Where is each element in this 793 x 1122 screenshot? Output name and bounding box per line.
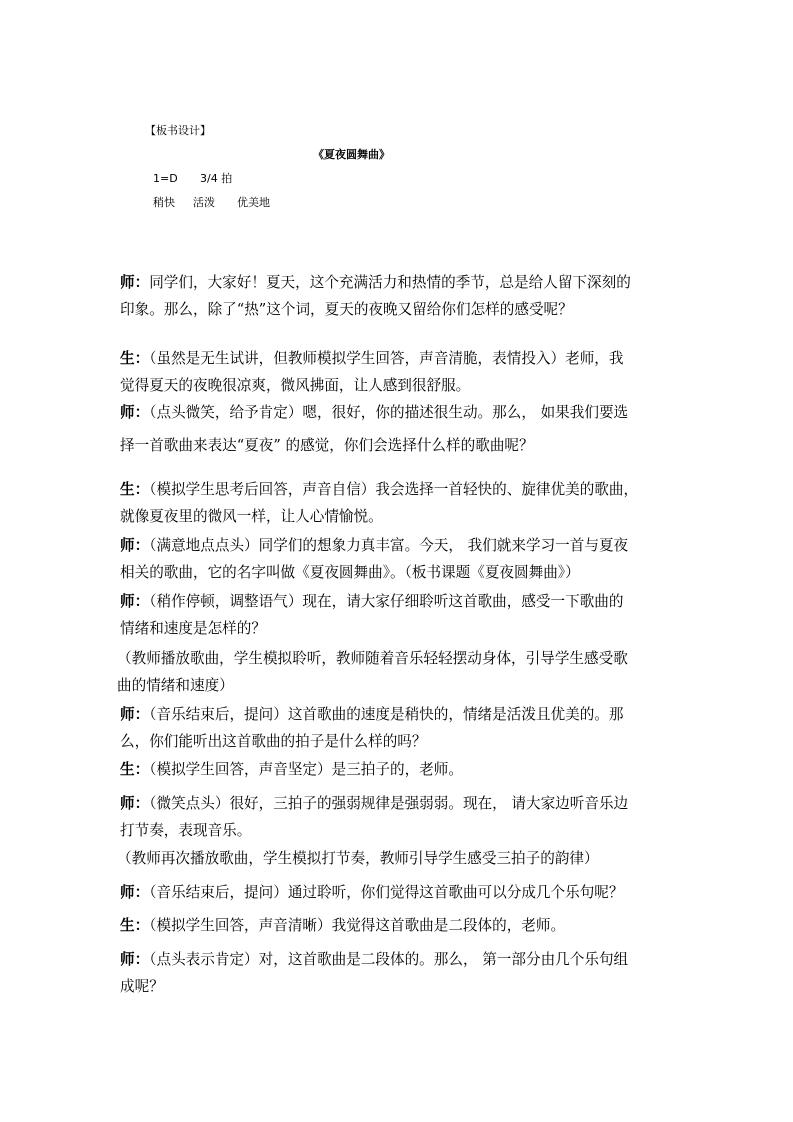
dialogue-paragraph xyxy=(120,790,678,844)
dialogue-paragraph xyxy=(120,345,678,399)
paragraph-line: （微笑点头）很好，三拍子的强弱规律是强弱弱。现在， 请大家边听音乐边 xyxy=(149,795,629,812)
speaker-label: 师： xyxy=(120,274,150,291)
speaker-label: 生： xyxy=(120,350,150,367)
paragraph-line: 就像夏夜里的微风一样，让人心情愉悦。 xyxy=(120,508,383,525)
paragraph-line: 相关的歌曲，它的名字叫做《夏夜圆舞曲》。（板书课题《夏夜圆舞曲》） xyxy=(120,564,580,581)
paragraph-line: （点头表示肯定）对，这首歌曲是二段体的。那么， 第一部分由几个乐句组 xyxy=(149,951,629,968)
mood-lively: 活泼 xyxy=(193,196,215,209)
paragraph-line: 打节奏，表现音乐。 xyxy=(120,822,252,839)
board-heading: 【板书设计】 xyxy=(145,124,211,137)
paragraph-line: （模拟学生思考后回答，声音自信）我会选择一首轻快的、旋律优美的歌曲， xyxy=(149,481,639,498)
speaker-label: 师： xyxy=(120,537,150,554)
stage-direction xyxy=(117,845,675,872)
paragraph-line: 觉得夏天的夜晚很凉爽，微风拂面，让人感到很舒服。 xyxy=(120,377,471,394)
paragraph-line: 曲的情绪和速度） xyxy=(117,677,234,694)
time-signature: 3/4 拍 xyxy=(200,172,233,185)
paragraph-line: （虽然是无生试讲，但教师模拟学生回答，声音清脆，表情投入）老师，我 xyxy=(149,350,624,367)
speaker-label: 师： xyxy=(120,706,150,723)
paragraph-line: （教师播放歌曲，学生模拟聆听，教师随着音乐轻轻摆动身体，引导学生感受歌 xyxy=(117,650,628,667)
speaker-label: 师： xyxy=(120,951,150,968)
speaker-label: 师： xyxy=(120,884,150,901)
dialogue-paragraph xyxy=(120,532,678,586)
dialogue-paragraph xyxy=(120,399,678,459)
speaker-label: 生： xyxy=(120,917,150,934)
speaker-label: 师： xyxy=(120,795,150,812)
paragraph-line: 情绪和速度是怎样的？ xyxy=(120,620,266,637)
paragraph-line: 成呢？ xyxy=(120,978,164,995)
paragraph-line: 同学们，大家好！夏天，这个充满活力和热情的季节，总是给人留下深刻的 xyxy=(149,274,631,291)
paragraph-line: （稍作停顿，调整语气）现在，请大家仔细聆听这首歌曲，感受一下歌曲的 xyxy=(149,593,624,610)
paragraph-line: （模拟学生回答，声音坚定）是三拍子的，老师。 xyxy=(149,761,463,778)
mood-graceful: 优美地 xyxy=(237,196,270,209)
paragraph-line: （教师再次播放歌曲，学生模拟打节奏，教师引导学生感受三拍子的韵律） xyxy=(117,850,599,867)
mood-tempo: 稍快 xyxy=(153,196,175,209)
dialogue-paragraph xyxy=(120,756,678,783)
paragraph-line: （模拟学生回答，声音清晰）我觉得这首歌曲是二段体的，老师。 xyxy=(149,917,566,934)
dialogue-paragraph xyxy=(120,946,678,1000)
dialogue-paragraph xyxy=(120,912,678,939)
speaker-label: 生： xyxy=(120,761,150,778)
paragraph-line: 印象。那么，除了“热”这个词，夏天的夜晚又留给你们怎样的感受呢？ xyxy=(120,301,573,318)
paragraph-line: （音乐结束后，提问）通过聆听，你们觉得这首歌曲可以分成几个乐句呢？ xyxy=(149,884,624,901)
key-signature: 1=D xyxy=(153,172,178,185)
paragraph-line: （满意地点点头）同学们的想象力真丰富。今天， 我们就来学习一首与夏夜 xyxy=(149,537,629,554)
dialogue-paragraph xyxy=(120,476,678,530)
speaker-label: 生： xyxy=(120,481,150,498)
stage-direction xyxy=(117,645,675,699)
paragraph-line: （点头微笑，给予肯定）嗯，很好，你的描述很生动。那么， 如果我们要选 xyxy=(149,404,629,421)
song-title: 《夏夜圆舞曲》 xyxy=(313,148,390,161)
paragraph-line: （音乐结束后，提问）这首歌曲的速度是稍快的，情绪是活泼且优美的。那 xyxy=(149,706,624,723)
paragraph-line: 么，你们能听出这首歌曲的拍子是什么样的吗？ xyxy=(120,733,427,750)
dialogue-paragraph xyxy=(120,879,678,906)
speaker-label: 师： xyxy=(120,593,150,610)
dialogue-paragraph xyxy=(120,588,678,642)
dialogue-paragraph xyxy=(120,701,678,755)
speaker-label: 师： xyxy=(120,404,150,421)
dialogue-paragraph xyxy=(120,269,678,323)
paragraph-line: 择一首歌曲来表达“夏夜” 的感觉，你们会选择什么样的歌曲呢？ xyxy=(120,437,534,454)
